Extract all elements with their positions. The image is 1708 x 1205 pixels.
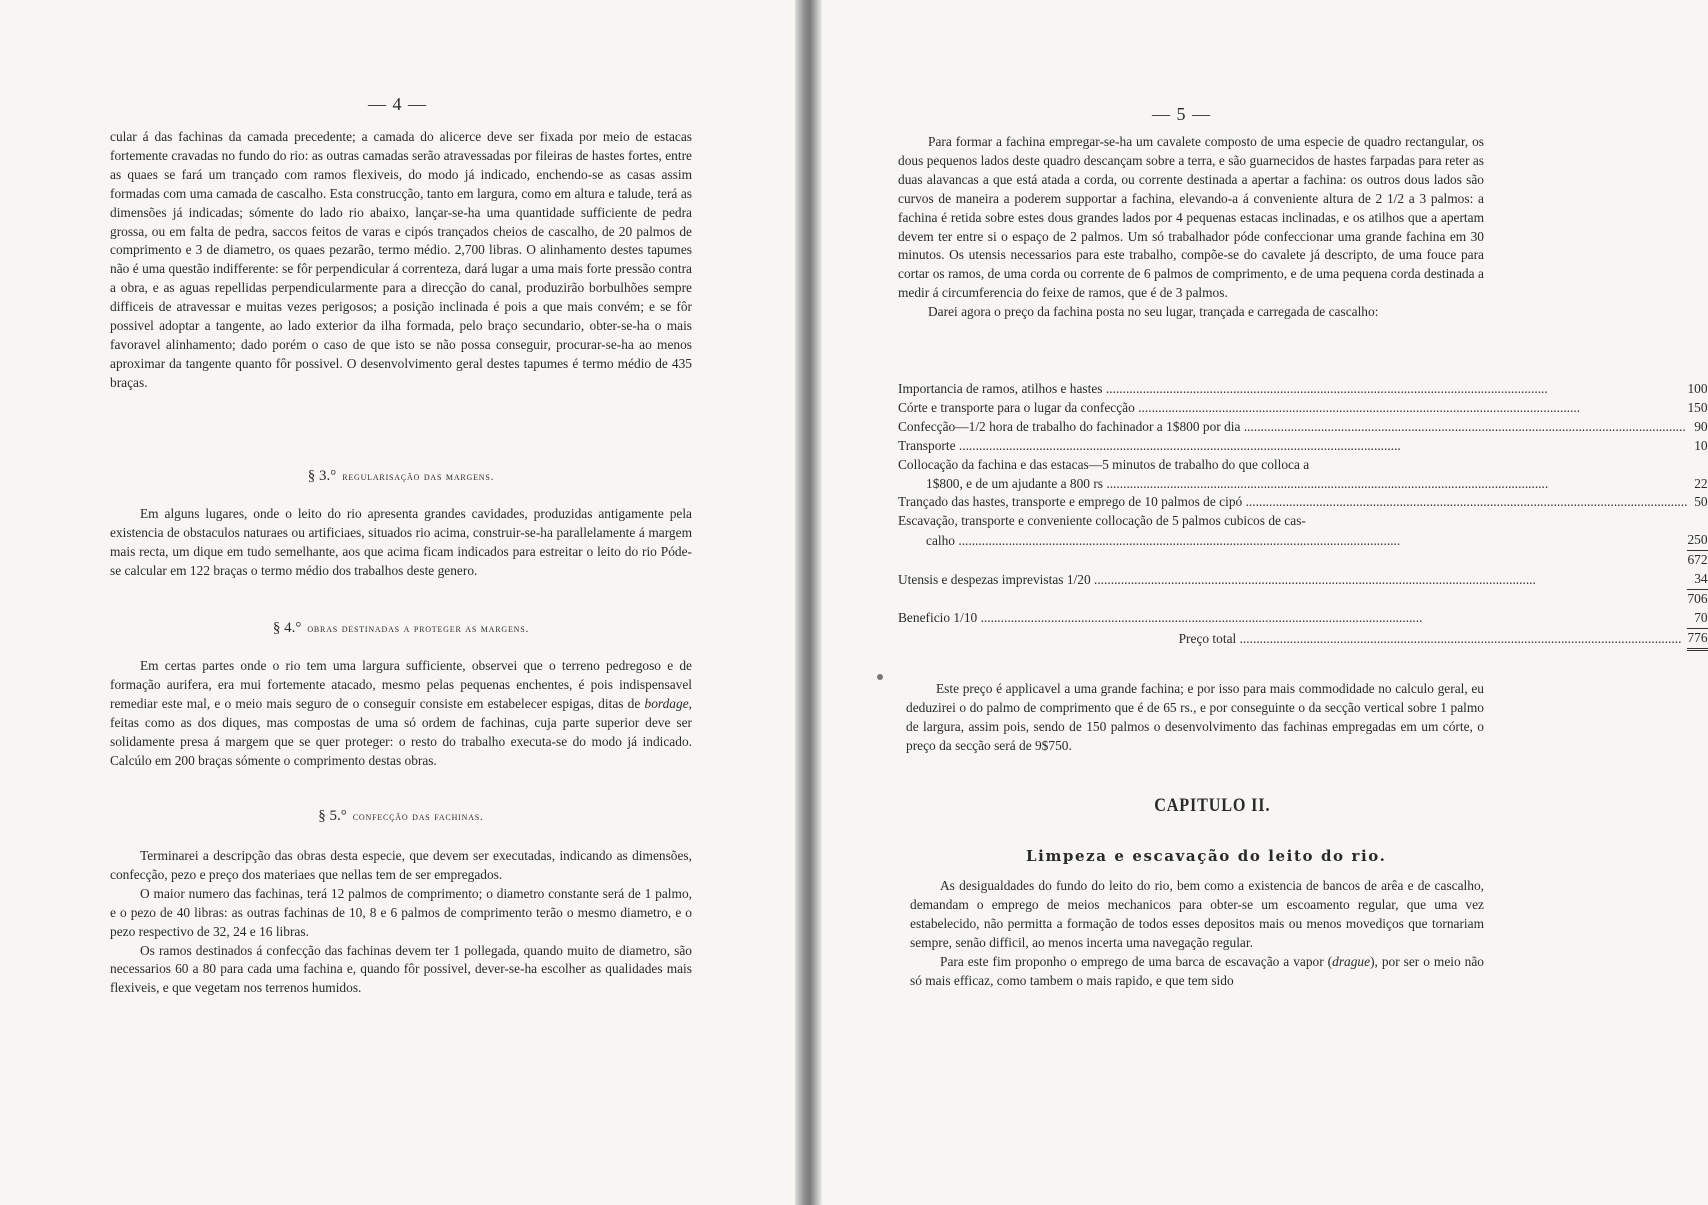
chapter-subheading: Limpeza e escavação do leito do rio. [1026, 847, 1387, 865]
cost-row [898, 493, 1708, 512]
paragraph-text: Em alguns lugares, onde o leito do rio apresenta grandes cavidades, produzidas antigamente pela existencia de obstaculos naturaes ou artificiaes, situados rio acima, construir-se-ha parallelamente á margem mais recta, um dique em tudo semelhante, aos que acima ficam indicados para estreitar o leito do rio Póde-se calcular em 122 braças o termo médio dos trabalhos deste genero. [110, 506, 692, 578]
subtotal-row [898, 589, 1708, 608]
italic-term: bordage [644, 695, 689, 711]
cost-label: 1$800, e de um ajudante a 800 rs ..... [898, 475, 1687, 494]
left-paragraph-2 [110, 505, 692, 581]
paragraph-text: cular á das fachinas da camada precedente; a camada do alicerce deve ser fixada por meio de estacas fortemente cravadas no fundo do rio: as outras camadas serão atravessadas por fileiras de hastes fortes, entre as quaes se fará um trançado com ramos flexiveis, do modo já indicado, enchendo-se as casas assim formadas com uma camada de cascalho. Esta construcção, tanto em largura, como em altura e talude, terá as dimensões já indicadas; sómente do lado rio abaixo, lançar-se-ha uma quantidade sufficiente de pedra grossa, ou em falta de pedra, saccos feitos de varas e cipós trançados cheios de cascalho, de 20 palmos de comprimento e 3 de diametro, os quaes pezarão, termo médio. 2,700 libras. O alinhamento destes tapumes não é uma questão indifferente: se fôr perpendicular á correnteza, dará lugar a uma mais forte pressão contra a obra, e as aguas repellidas perpendicularmente para a direcção do canal, produzirão borbulhões sempre difficeis de atravessar e muitas vezes perigosos; a posição inclinada é pois a que mais convém; e se fôr possivel adoptar a tangente, ao lado exterior da ilha formada, pelo braço secundario, obter-se-ha o mais favoravel alinhamento; dado porém o caso de que isto se não possa conseguir, procurar-se-ha ao menos aproximar da tangente quanto fôr possivel. O desenvolvimento geral destes tapumes é termo médio de 435 braças. [110, 129, 692, 390]
cost-label: Collocação da fachina e das estacas—5 minutos de trabalho do que colloca a [898, 456, 1310, 472]
section-heading-3 [110, 468, 692, 485]
paragraph-text [110, 657, 692, 770]
cost-label: Utensis e despezas imprevistas 1/20 ..... [898, 570, 1687, 589]
cost-rows [898, 380, 1708, 456]
cost-label: Córte e transporte para o lugar da confecção ..... [898, 399, 1687, 418]
cost-row [898, 399, 1708, 418]
cost-label: Trançado das hastes, transporte e emprego de 10 palmos de cipó ..... [898, 493, 1687, 512]
cost-value: 150 [1687, 399, 1708, 415]
cost-row [898, 418, 1708, 437]
total-value: 776 [1687, 628, 1707, 649]
cost-value: 22 [1694, 475, 1708, 491]
cost-label: calho ..... [898, 531, 1687, 550]
chapter-title: CAPITULO II. [1154, 795, 1271, 816]
right-paragraph-4 [910, 877, 1484, 990]
left-paragraph-1 [110, 128, 692, 393]
cost-label: Transporte ..... [898, 437, 1687, 456]
cost-label: Confecção—1/2 hora de trabalho do fachinador a 1$800 por dia ..... [898, 418, 1687, 437]
paragraph-part: Para este fim proponho o emprego de uma barca de escavação a vapor ( [940, 953, 1333, 969]
section-title: regularisação das margens. [342, 471, 495, 483]
cost-value: 70 [1687, 609, 1707, 628]
cost-row [898, 380, 1708, 399]
cost-value: 34 [1687, 570, 1707, 589]
cost-label: Beneficio 1/10 ..... [898, 609, 1687, 628]
cost-row [898, 512, 1708, 531]
cost-row [898, 570, 1708, 589]
cost-row [898, 475, 1708, 494]
cost-label: Importancia de ramos, atilhos e hastes ..... [898, 380, 1687, 399]
cost-value: 100 [1687, 381, 1708, 396]
total-row [898, 628, 1708, 649]
ink-spot [877, 674, 883, 680]
italic-term: drague [1332, 953, 1371, 969]
cost-value [1687, 512, 1707, 531]
paragraph-part: , feitas como as dos diques, mas compostas de uma só ordem de fachinas, cuja parte superior deve ser solidamente presa á margem que se quer proteger: o resto do trabalho executa-se do modo já indicado. Calcúlo em 200 braças sómente o comprimento destas obras. [110, 695, 692, 768]
cost-label: Escavação, transporte e conveniente collocação de 5 palmos cubicos de cas- [898, 513, 1306, 529]
paragraph-text: Os ramos destinados á confecção das fachinas devem ter 1 pollegada, quando muito de diametro, são necessarios 60 a 80 para cada uma fachina e, quando fôr possivel, dever-se-ha escolher as qualidades mais flexiveis, e que vegetam nos terrenos humidos. [110, 942, 692, 996]
paragraph-part: ), por ser o meio não só mais efficaz, como tambem o mais rapido, e que tem sido [910, 953, 1484, 988]
subtotal-value: 706 [1687, 590, 1708, 606]
total-label: Preço total ..... [898, 628, 1687, 649]
left-page [0, 0, 795, 1205]
cost-value: 50 [1694, 494, 1708, 510]
paragraph-text: Este preço é applicavel a uma grande fachina; e por isso para mais commodidade no calculo geral, eu deduzirei o do palmo de comprimento que é de 65 rs., e por conseguinte o da secção vertical sobre 1 palmo de largura, assim pois, sendo de 150 palmos o desenvolvimento das fachinas empregadas em um córte, o preço da secção será de 9$750. [906, 681, 1484, 753]
paragraph-text: Terminarei a descripção das obras desta especie, que devem ser executadas, indicando as dimensões, confecção, pezo e preço dos materiaes que nellas tem de ser empregados. [110, 848, 692, 882]
section-symbol: § 3.° [307, 468, 337, 484]
section-heading-4 [110, 620, 692, 637]
right-paragraph-1 [898, 133, 1484, 322]
cost-row [898, 437, 1708, 456]
cost-value: 250 [1687, 531, 1707, 550]
paragraph-text [910, 953, 1484, 991]
section-heading-5 [110, 808, 692, 825]
paragraph-part: Em certas partes onde o rio tem uma largura sufficiente, observei que o terreno pedregoso e de formação aurifera, era mui fortemente atacado, mesmo pelas pequenas enchentes, é pois indispensavel remediar este mal, e o meio mais seguro de o conseguir consiste em estabelecer espigas, ditas de [110, 658, 692, 711]
section-symbol: § 4.° [272, 620, 302, 636]
paragraph-text: Darei agora o preço da fachina posta no seu lugar, trançada e carregada de cascalho: [928, 304, 1379, 320]
cost-value: 90 [1694, 418, 1708, 434]
paragraph-text: Para formar a fachina empregar-se-ha um cavalete composto de uma especie de quadro rectangular, os dous pequenos lados deste quadro descançam sobre a terra, e são guarnecidos de hastes farpadas para reter as duas alavancas a que está atada a corda, ou corrente destinada a apertar a fachina: os outros dous lados são curvos de maneira a poderem supportar a fachina, elevando-a á conveniente altura de 2 1/2 a 3 palmos: a fachina é retida sobre estes dous grandes lados por 4 pequenas estacas inclinadas, e os atilhos que a apertam devem ter entre si o espaço de 2 palmos. Um só trabalhador póde confeccionar uma grande fachina em 30 minutos. Os utensis necessarios para este trabalho, compõe-se do cavalete já descripto, de uma fouce para cortar os ramos, de uma corda ou corrente de 6 palmos de comprimento, e de uma pequena corda destinada a medir á circumferencia do feixe de ramos, que é de 3 palmos. [898, 134, 1484, 301]
cost-value [1687, 456, 1707, 475]
section-title: confecção das fachinas. [352, 811, 484, 823]
section-title: obras destinadas a proteger as margens. [307, 623, 530, 635]
cost-row [898, 531, 1708, 550]
cost-row [898, 609, 1708, 628]
cost-table [898, 380, 1708, 651]
cost-row [898, 456, 1708, 475]
book-gutter [795, 0, 822, 1205]
subtotal-value: 672 [1687, 552, 1708, 568]
right-page [822, 0, 1708, 1205]
subtotal-row [898, 551, 1708, 570]
paragraph-text: As desigualdades do fundo do leito do rio, bem como a existencia de bancos de arêa e de cascalho, demandam o emprego de meios mechanicos para obter-se um escoamento regular, que uma vez estabelecido, não permitta a formação de todos esses depositos mais ou menos movediços que tornariam sempre, senão difficil, ao menos incerta uma navegação regular. [910, 878, 1484, 950]
paragraph-text: O maior numero das fachinas, terá 12 palmos de comprimento; o diametro constante será de 1 palmo, e o pezo de 40 libras: as outras fachinas de 10, 8 e 6 palmos de comprimento terão o mesmo diametro, e o pezo respectivo de 32, 24 e 16 libras. [110, 885, 692, 939]
page-number: — 4 — [368, 94, 427, 114]
cost-value: 10 [1694, 437, 1708, 453]
left-paragraph-3 [110, 657, 692, 770]
right-paragraph-3 [906, 680, 1484, 756]
left-paragraph-4 [110, 847, 692, 998]
page-number: — 5 — [1152, 104, 1211, 124]
section-symbol: § 5.° [318, 808, 347, 824]
